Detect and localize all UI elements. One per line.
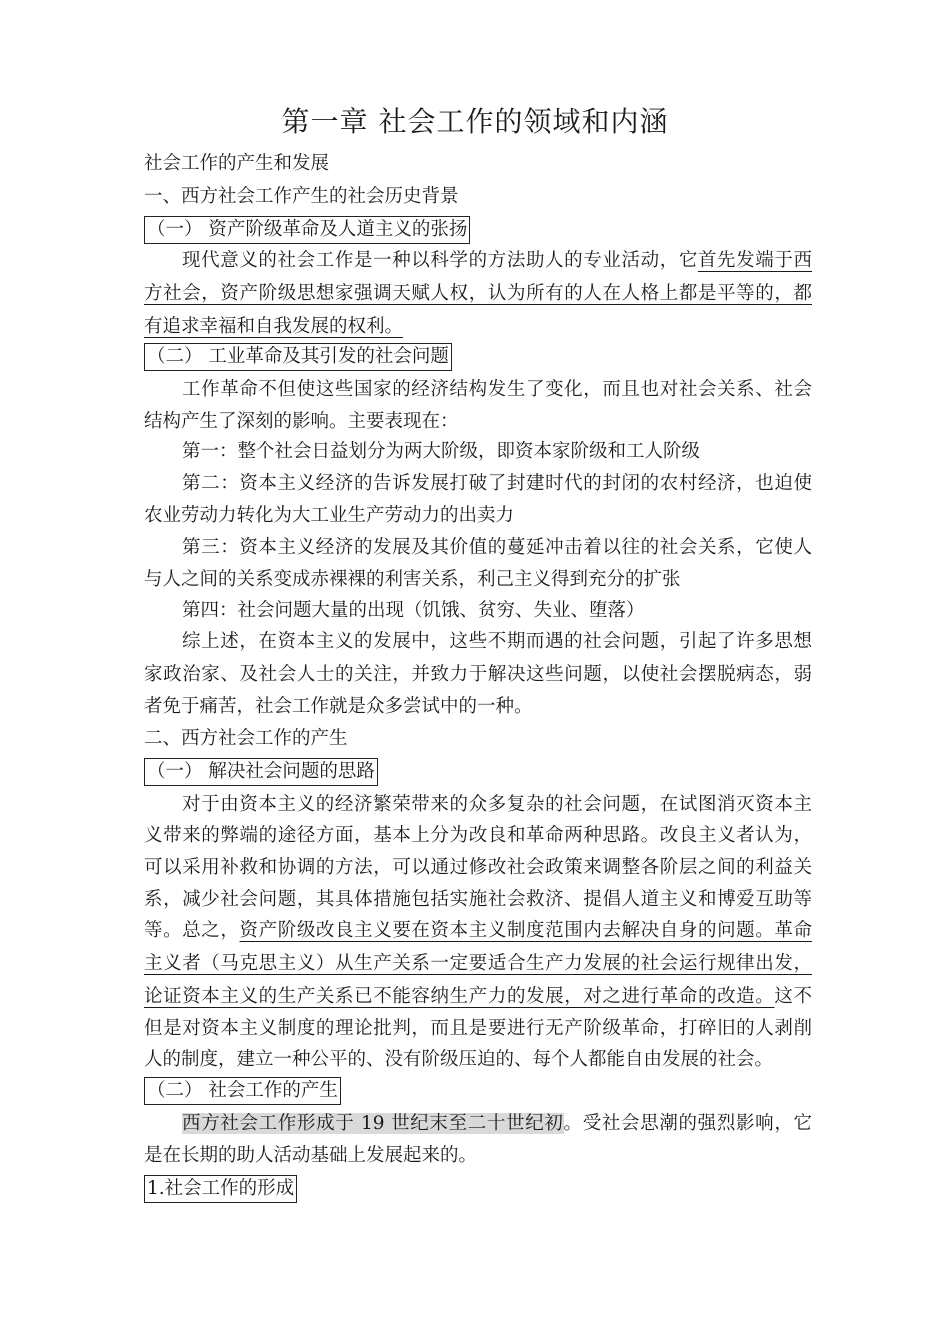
paragraph-line: 综上述，在资本主义的发展中，这些不期而遇的社会问题，引起了许多思想 [182,631,812,652]
text-span: 这不 [774,986,812,1007]
boxed-subheading [144,1076,812,1106]
paragraph-line: 系，减少社会问题，其具体措施包括实施社会救济、提倡人道主义和博爱互助等 [144,889,812,910]
paragraph-line: 与人之间的关系变成赤裸裸的利害关系，利己主义得到充分的扩张 [144,569,681,590]
paragraph-line: 第三：资本主义经济的发展及其价值的蔓延冲击着以往的社会关系，它使人 [182,537,812,558]
paragraph-line [144,1109,812,1139]
underlined-paragraph-line: 方社会，资产阶级思想家强调天赋人权，认为所有的人在人格上都是平等的，都 [144,283,812,304]
paragraph-line [144,312,812,342]
paragraph-line: 第一：整个社会日益划分为两大阶级，即资本家阶级和工人阶级 [182,441,701,462]
text-span: 现代意义的社会工作是一种以科学的方法助人的专业活动，它 [182,250,698,271]
subheading-box: （一） 解决社会问题的思路 [144,758,378,786]
paragraph-line: 家政治家、及社会人士的关注，并致力于解决这些问题，以使社会摆脱病态，弱 [144,664,812,685]
highlighted-text: 西方社会工作形成于 19 世纪末至二十世纪初 [182,1113,564,1134]
underlined-paragraph-line: 主义者（马克思主义）从生产关系一定要适合生产力发展的社会运行规律出发， [144,953,812,974]
section-heading: 一、西方社会工作产生的社会历史背景 [144,186,459,207]
underlined-text: 资产阶级改良主义要在资本主义制度范围内去解决自身的问题。革命 [239,920,812,941]
paragraph-line: 人的制度，建立一种公平的、没有阶级压迫的、每个人都能自由发展的社会。 [144,1049,774,1070]
underlined-text: 有追求幸福和自我发展的权利。 [144,316,404,337]
subheading-box: （二） 工业革命及其引发的社会问题 [144,343,452,371]
paragraph-line: 义带来的弊端的途径方面，基本上分为改良和革命两种思路。改良主义者认为， [144,825,812,846]
paragraph-line: 是在长期的助人活动基础上发展起来的。 [144,1145,478,1166]
paragraph-line: 第四：社会问题大量的出现（饥饿、贫穷、失业、堕落） [182,600,645,621]
subheading-box: 1.社会工作的形成 [144,1175,297,1203]
text-span: 。受社会思潮的强烈影响，它 [563,1113,812,1134]
paragraph-line: 者免于痛苦，社会工作就是众多尝试中的一种。 [144,696,533,717]
text-span: 等。总之， [144,920,240,941]
section-heading: 二、西方社会工作的产生 [144,728,348,749]
paragraph-line: 工作革命不但使这些国家的经济结构发生了变化，而且也对社会关系、社会 [182,379,812,400]
underlined-text: 首先发端于西 [697,250,812,271]
section-heading: 社会工作的产生和发展 [144,153,330,174]
boxed-subheading [144,215,812,245]
underlined-text: 论证资本主义的生产关系已不能容纳生产力的发展，对之进行革命的改造。 [144,986,775,1007]
boxed-subheading [144,342,812,372]
paragraph-line: 但是对资本主义制度的理论批判，而且是要进行无产阶级革命，打碎旧的人剥削 [144,1018,812,1039]
paragraph-line [144,246,812,276]
boxed-subheading [144,757,812,787]
subheading-box: （一） 资产阶级革命及人道主义的张扬 [144,216,470,244]
paragraph-line: 结构产生了深刻的影响。主要表现在： [144,411,459,432]
paragraph-line: 可以采用补救和协调的方法，可以通过修改社会政策来调整各阶层之间的利益关 [144,857,812,878]
paragraph-line: 农业劳动力转化为大工业生产劳动力的出卖力 [144,505,515,526]
subheading-box: （二） 社会工作的产生 [144,1077,341,1105]
chapter-title: 第一章 社会工作的领域和内涵 [281,105,669,138]
boxed-subheading [144,1174,812,1204]
paragraph-line [144,916,812,946]
paragraph-line: 第二：资本主义经济的告诉发展打破了封建时代的封闭的农村经济，也迫使 [182,473,812,494]
paragraph-line [144,982,812,1012]
paragraph-line: 对于由资本主义的经济繁荣带来的众多复杂的社会问题，在试图消灭资本主 [182,794,812,815]
